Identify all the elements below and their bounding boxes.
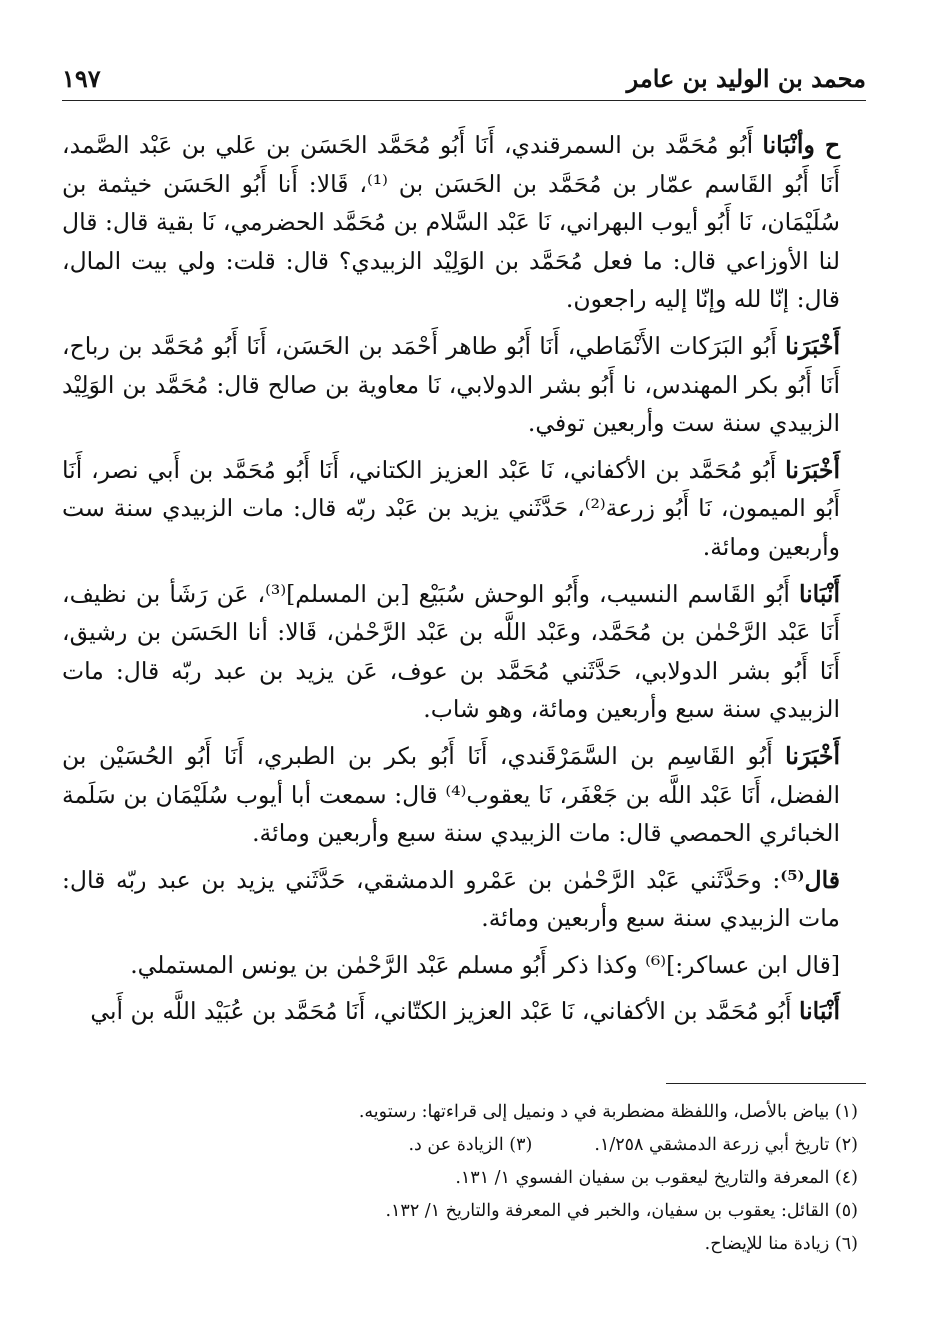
paragraph-lead: ح وأنْبَانا bbox=[762, 131, 840, 159]
paragraph-4 bbox=[62, 575, 866, 729]
paragraph-6 bbox=[62, 861, 866, 938]
paragraph-text: : وحَدَّثَني عَبْد الرَّحْمٰن بن عَمْرو الدمشقي، حَدَّثَني يزيد بن عبد ربّه قال: مات الزبيدي سنة سبع وأربعين ومائة. bbox=[62, 865, 840, 933]
footnote-6: (٦) زيادة منا للإيضاح. bbox=[704, 1234, 858, 1254]
page-header bbox=[62, 60, 866, 101]
footnote-4: (٤) المعرفة والتاريخ ليعقوب بن سفيان الفسوي ١/ ١٣١. bbox=[455, 1168, 858, 1188]
footnote-1: (١) بياض بالأصل، واللفظة مضطربة في د ونميل إلى قراءتها: رستويه. bbox=[358, 1102, 858, 1122]
paragraph-text: أَبُو مُحَمَّد بن السمرقندي، أَنَا أَبُو مُحَمَّد الحَسَن بن عَلي بن عَبْد الصَّمد، أَنَا أَبُو القَاسم عمّار بن مُحَمَّد بن الحَسَن بن ⁽¹⁾، قَالا: أَنا أَبُو الحَسَن خيثمة بن سُلَيْمَان، نَا أَبُو أيوب البهراني، نَا عَبْد السَّلام بن مُحَمَّد الحضرمي، نَا بقية قال: قال لنا الأوزاعي قال: ما فعل مُحَمَّد بن الوَلِيْد الزبيدي؟ قال: قلت: ولي بيت المال، قال: إنّا لله وإنّا إليه راجعون. bbox=[62, 131, 840, 314]
running-title: محمد بن الوليد بن عامر bbox=[626, 64, 866, 93]
paragraph-lead: قال⁽⁵⁾ bbox=[780, 865, 840, 894]
paragraph-7 bbox=[62, 946, 866, 985]
paragraph-lead: أَخْبَرَنا bbox=[785, 455, 840, 484]
footnote-3: (٣) الزيادة عن د. bbox=[408, 1135, 533, 1155]
paragraph-text: أَبُو البَرَكات الأَنْمَاطي، أَنَا أَبُو طاهر أَحْمَد بن الحَسَن، أَنَا أَبُو مُحَمَّد بن رباح، أَنَا أَبُو بكر المهندس، نا أَبُو بشر الدولابي، نَا معاوية بن صالح قال: مُحَمَّد بن الوَلِيْد الزبيدي سنة ست وأربعين توفي. bbox=[62, 331, 840, 438]
paragraph-3 bbox=[62, 451, 866, 567]
paragraph-1 bbox=[62, 126, 866, 319]
paragraph-text: أَبُو القَاسِم بن السَّمَرْقَندي، أَنَا أَبُو بكر بن الطبري، أَنَا أَبُو الحُسَيْن بن الفضل، أَنَا عَبْد اللَّه بن جَعْفَر، نَا يعقوب⁽⁴⁾ قال: سمعت أبا أيوب سُلَيْمَان بن سَلَمة الخبائري الحمصي قال: مات الزبيدي سنة سبع وأربعين ومائة. bbox=[62, 741, 840, 848]
page-number: ١٩٧ bbox=[62, 64, 101, 93]
paragraph-text: [قال ابن عساكر:]⁽⁶⁾ وكذا ذكر أَبُو مسلم عَبْد الرَّحْمٰن بن يونس المستملي. bbox=[130, 950, 840, 979]
footnote-divider bbox=[666, 1083, 866, 1084]
main-text bbox=[62, 126, 866, 1031]
paragraph-lead: أَنْبَانا bbox=[798, 997, 840, 1026]
paragraph-text: أَبُو مُحَمَّد بن الأكفاني، نَا عَبْد العزيز الكتّاني، أَنَا مُحَمَّد بن عُبَيْد اللَّه بن أَبي bbox=[90, 997, 799, 1026]
paragraph-lead: أَنْبَانا bbox=[798, 579, 840, 608]
footnote-row bbox=[62, 1129, 858, 1162]
paragraph-8 bbox=[62, 992, 866, 1031]
paragraph-2 bbox=[62, 327, 866, 443]
paragraph-5 bbox=[62, 737, 866, 853]
footnote-2: (٢) تاريخ أبي زرعة الدمشقي ١/٢٥٨. bbox=[594, 1135, 858, 1155]
paragraph-lead: أَخْبَرَنا bbox=[785, 331, 840, 360]
paragraph-lead: أَخْبَرَنا bbox=[785, 741, 840, 770]
paragraph-text: أَبُو القَاسم النسيب، وأَبُو الوحش سُبَيْع [بن المسلم]⁽³⁾، عَن رَشَأ بن نظيف، أَنَا عَبْد الرَّحْمٰن بن مُحَمَّد، وعَبْد اللَّه بن عَبْد الرَّحْمٰن، قَالا: أنا الحَسَن بن رشيق، أَنَا أَبُو بشر الدولابي، حَدَّثَني مُحَمَّد بن عوف، عَن يزيد بن عبد ربّه قال: مات الزبيدي سنة سبع وأربعين ومائة، وهو شاب. bbox=[62, 579, 840, 724]
paragraph-text: أَبُو مُحَمَّد بن الأكفاني، نَا عَبْد العزيز الكتاني، أَنَا أَبُو مُحَمَّد بن أَبي نصر، أَنَا أَبُو الميمون، نَا أَبُو زرعة⁽²⁾، حَدَّثَني يزيد بن عَبْد ربّه قال: مات الزبيدي سنة ست وأربعين ومائة. bbox=[62, 455, 840, 561]
footnotes bbox=[62, 1096, 858, 1261]
footnote-5: (٥) القائل: يعقوب بن سفيان، والخبر في المعرفة والتاريخ ١/ ١٣٢. bbox=[385, 1201, 858, 1221]
